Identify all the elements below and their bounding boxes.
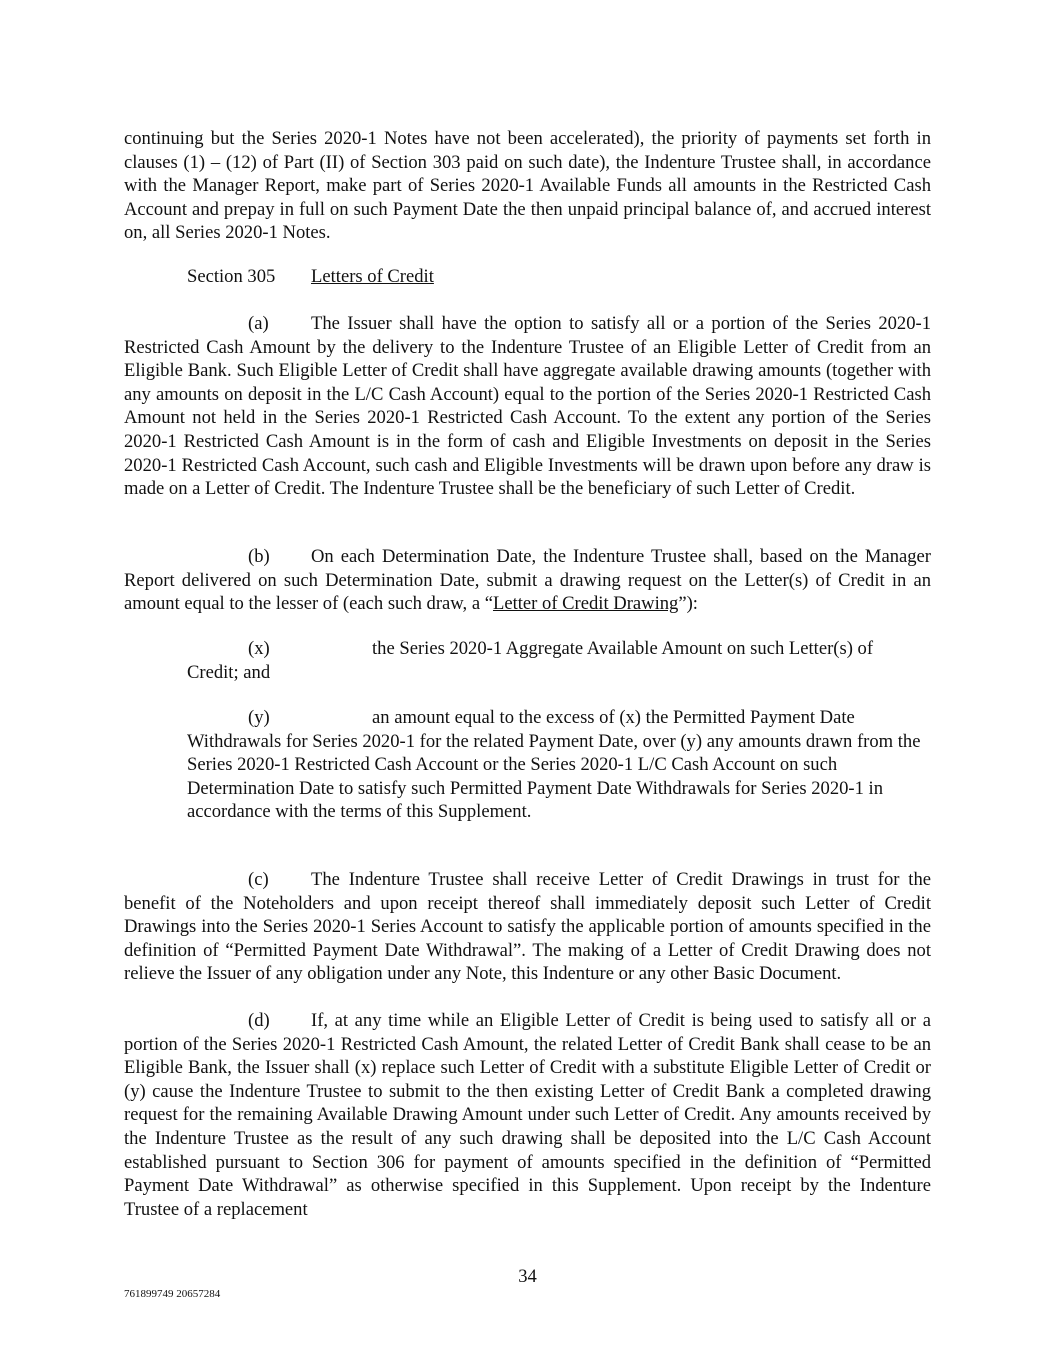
section-heading xyxy=(187,265,434,289)
paragraph-d-text: If, at any time while an Eligible Letter of Credit is being used to satisfy all or a portion of the Series 2020-1 Restricted Cash Amount, the related Letter of Credit Bank shall cease to be an Eligible Bank, the Issuer shall (x) replace such Letter of Credit with a substitute Eligible Letter of Credit or (y) cause the Indenture Trustee to submit to the then existing Letter of Credit Bank a completed drawing request for the remaining Available Drawing Amount under such Letter of Credit. Any amounts received by the Indenture Trustee as the result of any such drawing shall be deposited into the L/C Cash Account established pursuant to Section 306 for payment of amounts specified in the definition of “Permitted Payment Date Withdrawal” as otherwise specified in this Supplement. Upon receipt by the Indenture Trustee of a replacement xyxy=(124,1010,931,1220)
paragraph-d-label: (d) xyxy=(248,1010,270,1031)
paragraph-a-text: The Issuer shall have the option to satisfy all or a portion of the Series 2020-1 Restricted Cash Amount by the delivery to the Indenture Trustee of an Eligible Letter of Credit from an Eligible Bank. Such Eligible Letter of Credit shall have aggregate available drawing amounts (together with any amounts on deposit in the L/C Cash Account) equal to the portion of the Series 2020-1 Restricted Cash Amount not held in the Series 2020-1 Restricted Cash Account. To the extent any portion of the Series 2020-1 Restricted Cash Amount is in the form of cash and Eligible Investments on deposit in the Series 2020-1 Restricted Cash Account, such cash and Eligible Investments will be drawn upon before any draw is made on a Letter of Credit. The Indenture Trustee shall be the beneficiary of such Letter of Credit. xyxy=(124,313,931,500)
paragraph-d xyxy=(124,1009,931,1221)
continuation-paragraph: continuing but the Series 2020-1 Notes have not been accelerated), the priority of payments set forth in clauses (1) – (12) of Part (II) of Section 303 paid on such date), the Indenture Trustee shall, in accordance with the Manager Report, make part of Series 2020-1 Available Funds all amounts in the Restricted Cash Account and prepay in full on such Payment Date the then unpaid principal balance of, and accrued interest on, all Series 2020-1 Notes. xyxy=(124,128,931,244)
subparagraph-y-text: an amount equal to the excess of (x) the Permitted Payment Date Withdrawals for Series 2020-1 for the related Payment Date, over (y) any amounts drawn from the Series 2020-1 Restricted Cash Account or the Series 2020-1 L/C Cash Account on such Determination Date to satisfy such Permitted Payment Date Withdrawals for Series 2020-1 in accordance with the terms of this Supplement. xyxy=(187,707,921,823)
paragraph-c xyxy=(124,868,931,986)
section-title: Letters of Credit xyxy=(311,266,434,287)
paragraph-b-label: (b) xyxy=(248,546,270,567)
subparagraph-y xyxy=(187,706,927,824)
subparagraph-x xyxy=(187,637,927,684)
section-number: Section 305 xyxy=(187,266,276,287)
subparagraph-y-label: (y) xyxy=(248,707,270,728)
paragraph-b-text: On each Determination Date, the Indenture Trustee shall, based on the Manager Report delivered on such Determination Date, submit a drawing request on the Letter(s) of Credit in an amount equal to the lesser of (each such draw, a “ xyxy=(124,546,931,615)
paragraph-a-label: (a) xyxy=(248,313,269,334)
paragraph-c-label: (c) xyxy=(248,869,269,890)
defined-term-letter-of-credit-drawing: Letter of Credit Drawing xyxy=(492,593,679,615)
paragraph-b-text-end: ”): xyxy=(678,593,698,615)
page-number: 34 xyxy=(518,1266,537,1287)
subparagraph-x-label: (x) xyxy=(248,638,270,659)
document-id: 761899749 20657284 xyxy=(124,1288,221,1300)
paragraph-b xyxy=(124,545,931,616)
paragraph-a xyxy=(124,312,931,501)
subparagraph-x-text: the Series 2020-1 Aggregate Available Amount on such Letter(s) of Credit; and xyxy=(187,638,874,683)
paragraph-c-text: The Indenture Trustee shall receive Letter of Credit Drawings in trust for the benefit of the Noteholders and upon receipt thereof shall immediately deposit such Letter of Credit Drawings into the Series 2020-1 Series Account to satisfy the applicable portion of amounts specified in the definition of “Permitted Payment Date Withdrawal”. The making of a Letter of Credit Drawing does not relieve the Issuer of any obligation under any Note, this Indenture or any other Basic Document. xyxy=(124,869,931,985)
